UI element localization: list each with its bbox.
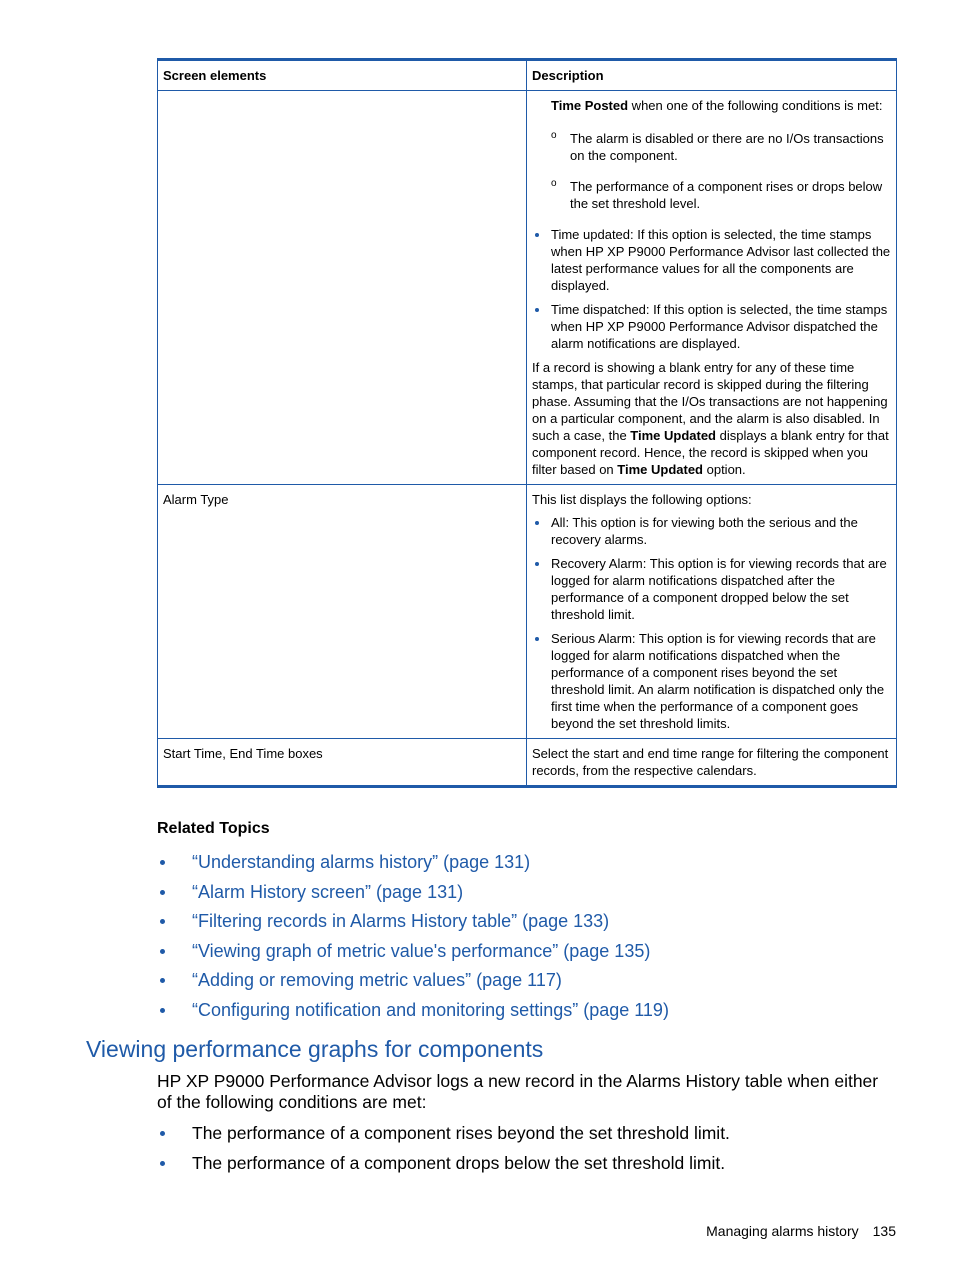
table-header-row [158, 60, 897, 91]
alarm-type-intro: This list displays the following options: [532, 492, 752, 507]
list-item-text: All: This option is for viewing both the serious and the recovery alarms. [551, 515, 858, 547]
related-topic-link[interactable]: “Understanding alarms history” (page 131) [192, 852, 531, 872]
section-heading: Viewing performance graphs for components [86, 1036, 544, 1062]
circle-bullet-icon: o [551, 130, 557, 141]
table-row [158, 91, 897, 485]
table-row [158, 485, 897, 739]
note-text: displays a blank entry for that component record. Hence, the record is skipped when you filter based on [532, 428, 889, 477]
table-cell-description: Select the start and end time range for filtering the component records, from the respective calendars. [527, 739, 897, 787]
related-topics-heading: Related Topics [157, 820, 270, 837]
bullet-icon [160, 919, 165, 924]
list-item-text: Time dispatched: If this option is selected, the time stamps when HP XP P9000 Performance Advisor dispatched the alarm notifications are displayed. [551, 302, 888, 351]
column-header-description: Description [527, 60, 897, 91]
related-topic-link[interactable]: “Adding or removing metric values” (page 117) [192, 970, 562, 990]
bullet-icon [160, 1008, 165, 1013]
list-item-text: The performance of a component drops below the set threshold limit. [192, 1152, 726, 1173]
page-number: 135 [872, 1223, 896, 1239]
time-posted-rest: when one of the following conditions is met: [628, 98, 883, 113]
screen-elements-table [157, 58, 897, 788]
alarm-type-options-list [532, 514, 891, 732]
bullet-icon [535, 521, 539, 525]
note-bold: Time Updated [617, 462, 703, 477]
list-item-text: The performance of a component rises or drops below the set threshold level. [570, 179, 883, 211]
related-topic-link[interactable]: “Alarm History screen” (page 131) [192, 881, 464, 902]
section-paragraph: HP XP P9000 Performance Advisor logs a new record in the Alarms History table when either of the following conditions are met: [157, 1071, 879, 1112]
list-item-text: Time updated: If this option is selected, the time stamps when HP XP P9000 Performance Advisor last collected the latest performance values for all the components are displayed. [551, 227, 891, 293]
list-item-text: The performance of a component rises beyond the set threshold limit. [192, 1123, 730, 1143]
bullet-icon [160, 860, 165, 865]
time-options-list [532, 226, 891, 352]
time-posted-text [532, 97, 891, 114]
list-item-text: Recovery Alarm: This option is for viewing records that are logged for alarm notifications dispatched after the performance of a component dropped below the set threshold limit. [551, 556, 887, 622]
table-cell-description [527, 91, 897, 485]
related-topic-link[interactable]: “Filtering records in Alarms History table” (page 133) [192, 911, 610, 931]
time-posted-label: Time Posted [551, 98, 629, 113]
circle-bullet-icon: o [551, 178, 557, 189]
page-footer [706, 1223, 896, 1239]
list-item [532, 630, 891, 732]
bullet-icon [160, 978, 165, 983]
bullet-icon [160, 949, 165, 954]
bullet-icon [535, 233, 539, 237]
bullet-icon [160, 1131, 165, 1136]
table-cell-description [527, 485, 897, 739]
bullet-icon [535, 637, 539, 641]
list-item-text: The alarm is disabled or there are no I/Os transactions on the component. [570, 131, 884, 163]
bullet-icon [160, 1161, 165, 1166]
related-topic-link[interactable]: “Viewing graph of metric value's performance” (page 135) [192, 940, 651, 961]
table-cell-element: Start Time, End Time boxes [158, 739, 527, 787]
related-topic-link[interactable]: “Configuring notification and monitoring settings” (page 119) [192, 999, 669, 1020]
list-item [532, 301, 891, 352]
column-header-screen-elements: Screen elements [158, 60, 527, 91]
table-cell-element: Alarm Type [158, 485, 527, 739]
table-row [158, 739, 897, 787]
bullet-icon [160, 890, 165, 895]
bullet-icon [535, 308, 539, 312]
footer-chapter: Managing alarms history [706, 1223, 859, 1239]
blank-entry-note [532, 359, 891, 478]
list-item [532, 555, 891, 623]
list-item [532, 226, 891, 294]
note-text: option. [703, 462, 746, 477]
condition-sublist [532, 130, 891, 212]
list-item [551, 130, 891, 164]
note-text: If a record is showing a blank entry for any of these time stamps, that particular record is skipped during the filtering phase. Assuming that the I/Os transactions are not happening on a particular component, and the alarm is also disabled. In such a case, the [532, 360, 888, 443]
note-bold: Time Updated [630, 428, 716, 443]
list-item [532, 514, 891, 548]
list-item [551, 178, 891, 212]
list-item-text: Serious Alarm: This option is for viewing records that are logged for alarm notifications dispatched when the performance of a component rises beyond the set threshold limit. An alarm notification is dispatched only the first time when the performance of a component goes beyond the set threshold limits. [551, 631, 885, 731]
table-cell-empty [158, 91, 527, 485]
bullet-icon [535, 562, 539, 566]
